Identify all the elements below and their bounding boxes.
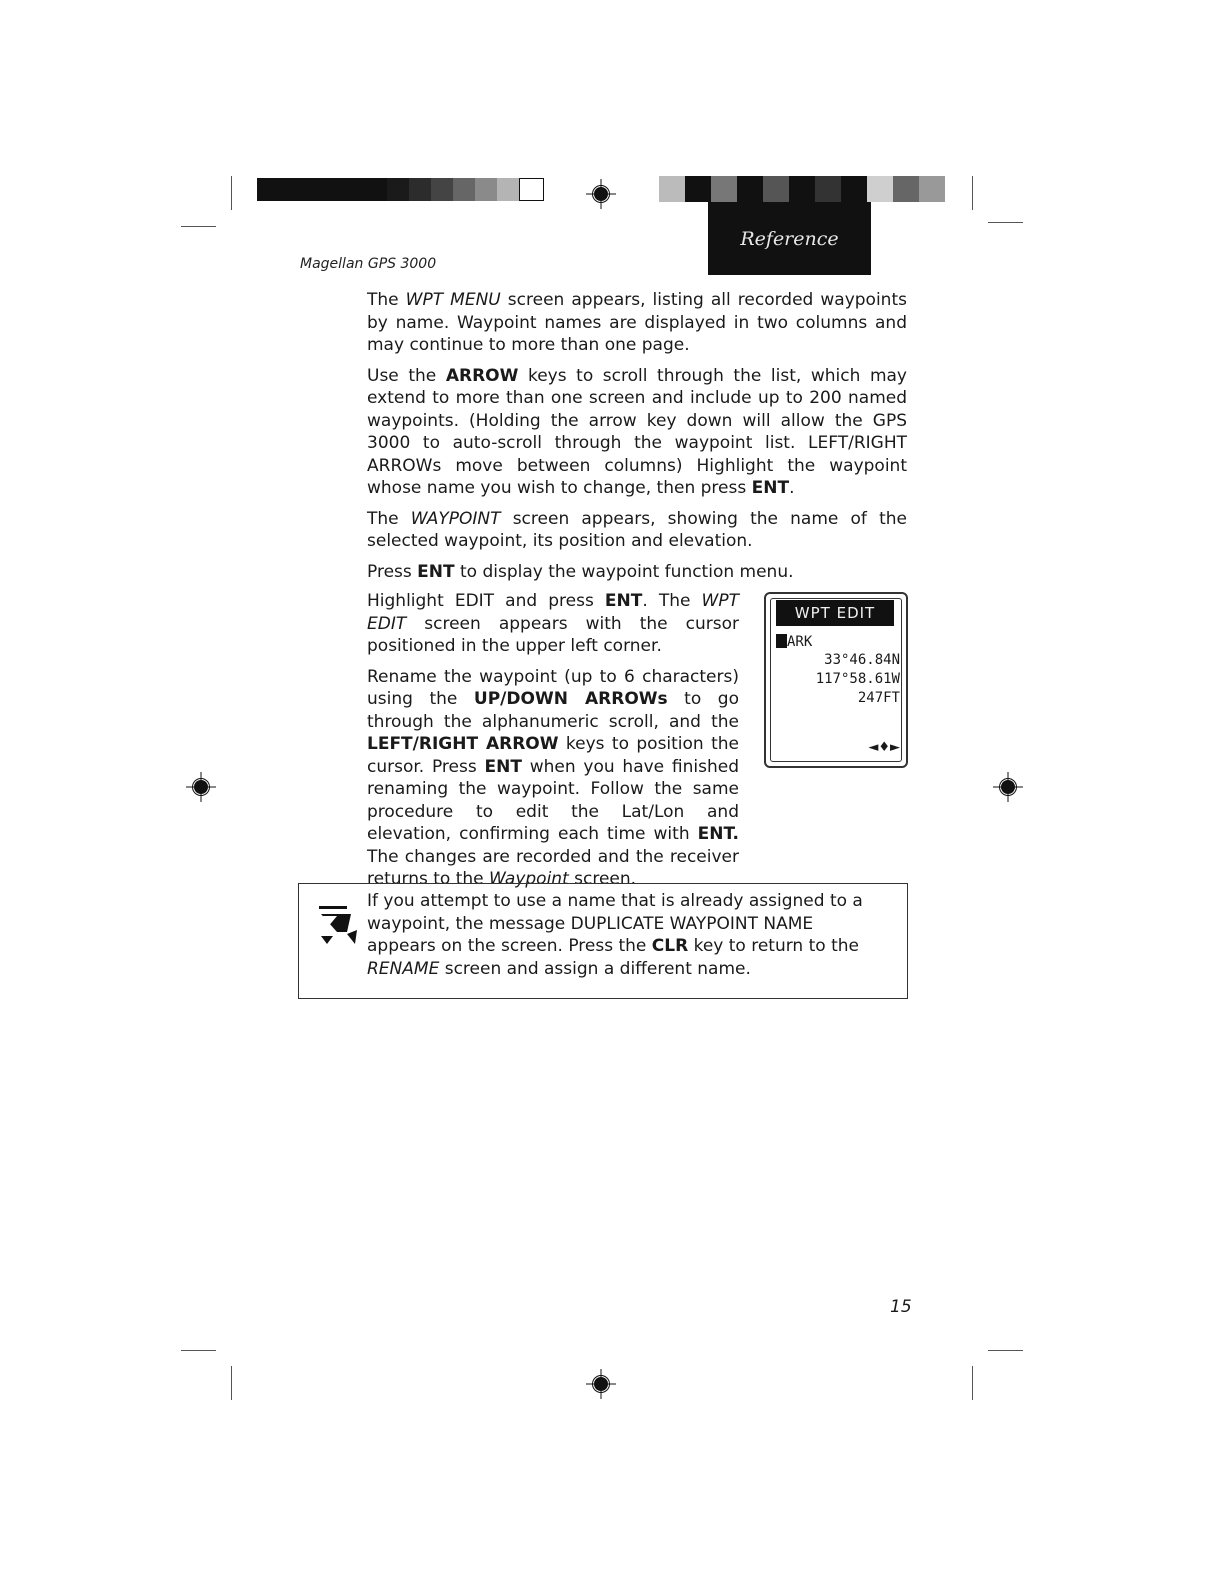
crop-mark <box>988 222 1023 223</box>
note-box <box>298 883 908 999</box>
body-text-column <box>367 590 739 899</box>
section-tab: Reference <box>708 202 871 275</box>
paragraph: The WPT MENU screen appears, listing all recorded waypoints by name. Waypoint names are displayed in two columns and may continue to more than one page. <box>367 290 907 355</box>
cursor <box>776 634 787 648</box>
left-grayscale-bar <box>257 178 544 201</box>
registration-mark-icon <box>993 772 1023 802</box>
screen-title: WPT EDIT <box>776 600 894 626</box>
registration-mark-icon <box>586 179 616 209</box>
running-head: Magellan GPS 3000 <box>300 256 437 272</box>
note-text: If you attempt to use a name that is already assigned to a waypoint, the message DUPLICATE WAYPOINT NAME appears on the screen. Press the CLR key to return to the RENAME screen and assign a different name. <box>367 891 863 979</box>
longitude-value: 117°58.61W <box>815 671 900 687</box>
paragraph: Use the ARROW keys to scroll through the list, which may extend to more than one screen and include up to 200 named waypoints. (Holding the arrow key down will allow the GPS 3000 to auto-scroll through the waypoint list. LEFT/RIGHT ARROWs move between columns) Highlight the waypoint whose name you wish to change, then press ENT. <box>367 365 907 498</box>
crop-mark <box>231 176 232 210</box>
crop-mark <box>181 226 216 227</box>
paragraph: Press ENT to display the waypoint function menu. <box>367 561 794 582</box>
note-icon <box>317 902 359 946</box>
paragraph: Highlight EDIT and press ENT. The WPT EDIT screen appears with the cursor positioned in the upper left corner. <box>367 591 739 656</box>
crop-mark <box>231 1366 232 1400</box>
arrow-keys-icon: ◄♦► <box>868 740 900 755</box>
page-number: 15 <box>890 1297 912 1317</box>
latitude-value: 33°46.84N <box>824 652 900 668</box>
registration-mark-icon <box>186 772 216 802</box>
crop-mark <box>988 1350 1023 1351</box>
waypoint-name-field: ARK <box>776 634 812 650</box>
crop-mark <box>972 176 973 210</box>
elevation-value: 247FT <box>857 690 900 706</box>
paragraph: Rename the waypoint (up to 6 characters) using the UP/DOWN ARROWs to go through the alphanumeric scroll, and the LEFT/RIGHT ARROW keys to position the cursor. Press ENT when you have finished renaming the waypoint. Follow the same procedure to edit the Lat/Lon and elevation, confirming each time with ENT. The changes are recorded and the receiver returns to the Waypoint screen. <box>367 666 739 889</box>
crop-mark <box>181 1350 216 1351</box>
wpt-edit-screen <box>764 592 908 768</box>
right-grayscale-bar <box>659 176 945 202</box>
paragraph: The WAYPOINT screen appears, showing the name of the selected waypoint, its position and elevation. <box>367 508 907 551</box>
registration-mark-icon <box>586 1369 616 1399</box>
body-text <box>367 289 907 591</box>
crop-mark <box>972 1366 973 1400</box>
